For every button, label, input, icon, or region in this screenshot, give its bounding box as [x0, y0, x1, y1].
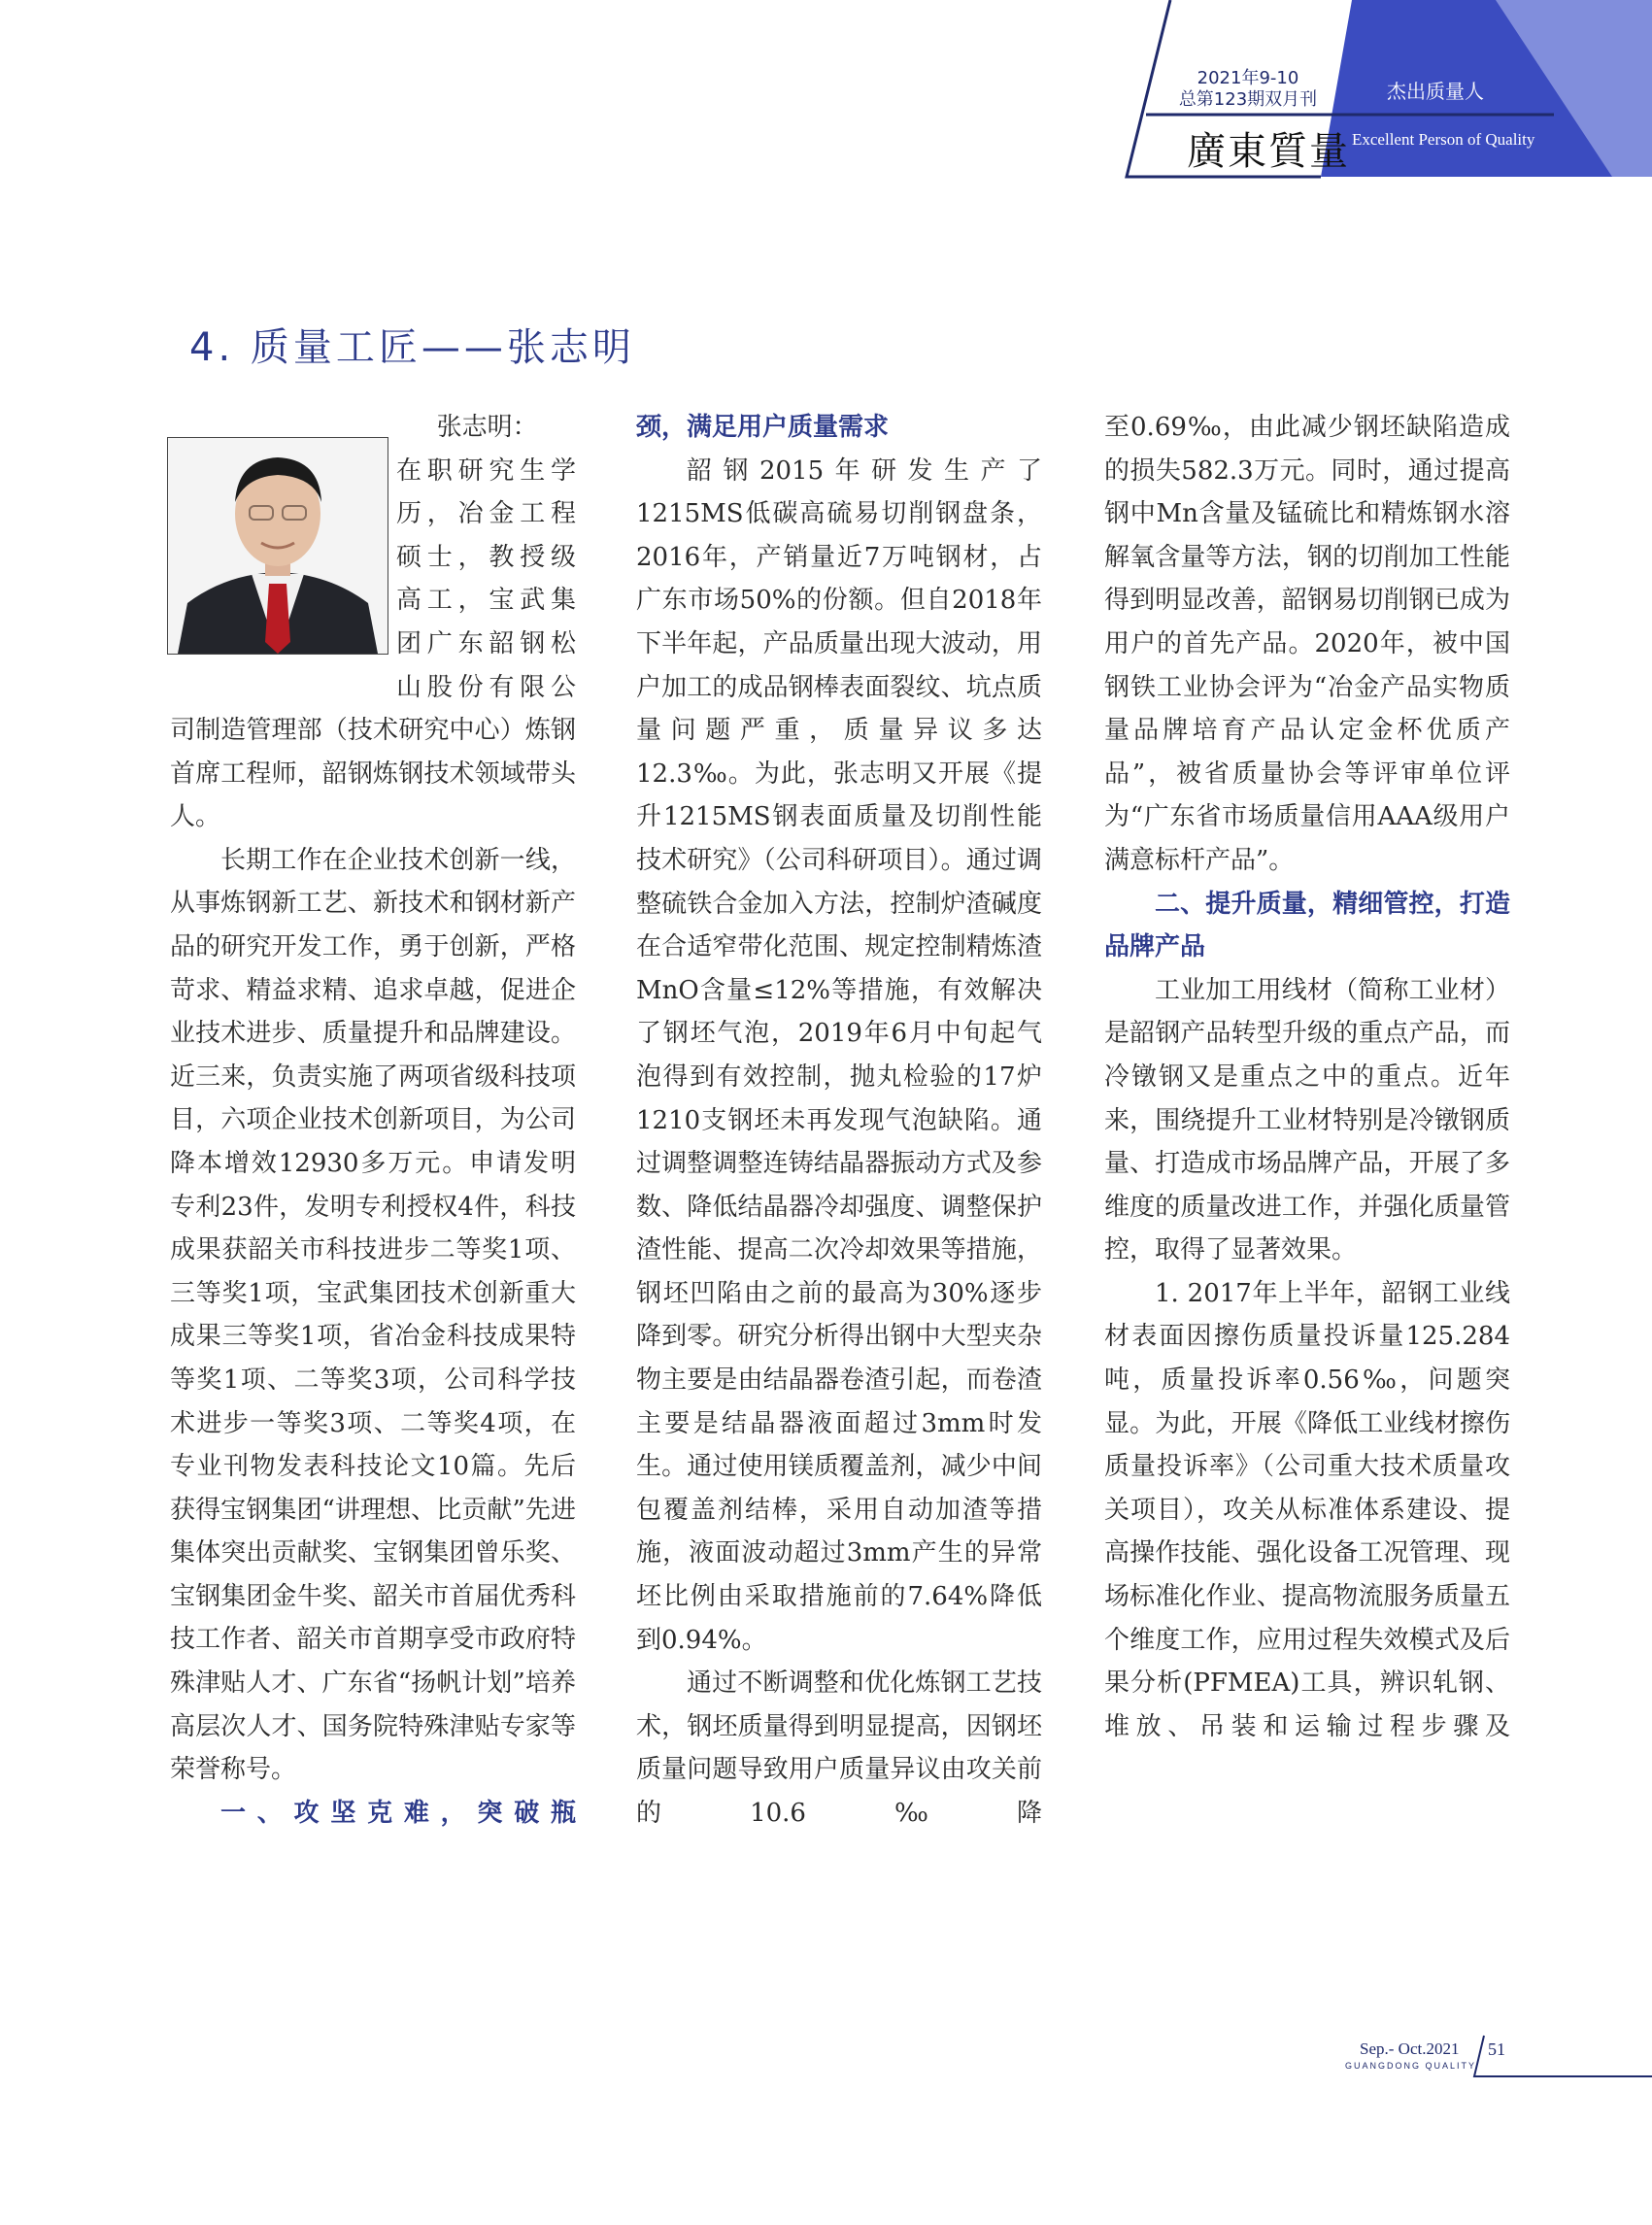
magazine-brand: 廣東質量 [1187, 129, 1350, 174]
column-2 [636, 406, 1042, 1836]
career-paragraph: 长期工作在企业技术创新一线，从事炼钢新工艺、新技术和钢材新产品的研究开发工作，勇于创新，严格苛求、精益求精、追求卓越，促进企业技术进步、质量提升和品牌建设。近三来，负责实施了两项省级科技项目，六项企业技术创新项目，为公司降本增效12930多万元。申请发明专利23件，发明专利授权4件，科技成果获韶关市科技进步二等奖1项、三等奖1项，宝武集团技术创新重大成果三等奖1项，省冶金科技成果特等奖1项、二等奖3项，公司科学技术进步一等奖3项、二等奖4项，在专业刊物发表科技论文10篇。先后获得宝钢集团“讲理想、比贡献”先进集体突出贡献奖、宝钢集团曾乐奖、宝钢集团金牛奖、韶关市首届优秀科技工作者、韶关市首期享受市政府特殊津贴人才、广东省“扬帆计划”培养高层次人才、国务院特殊津贴专家等荣誉称号。 [170, 845, 576, 1785]
footer-magazine-name: GUANGDONG QUALITY [1345, 2061, 1477, 2071]
section-heading-2: 二、提升质量，精细管控，打造品牌产品 [1104, 889, 1510, 962]
bio-line: 高工，宝武集 [396, 586, 576, 616]
issue-date: 2021年9-10 [1197, 68, 1299, 88]
measure-paragraph-1: 1. 2017年上半年，韶钢工业线材表面因擦伤质量投诉量125.284吨，质量投诉率0.56‰，问题突显。为此，开展《降低工业线材擦伤质量投诉率》（公司重大技术质量攻关项目），攻关从标准体系建设、提高操作技能、强化设备工况管理、现场标准化作业、提高物流服务质量五个维度工作，应用过程失效模式及后果分析(PFMEA)工具，辨识轧钢、堆放、吊装和运输过程步骤及 [1104, 1278, 1510, 1741]
bio-line: 在职研究生学 [396, 455, 576, 486]
issue-number: 总第123期双月刊 [1178, 89, 1318, 110]
result-paragraph: 通过不断调整和优化炼钢工艺技术，钢坯质量得到明显提高，因钢坯质量问题导致用户质量异议由攻关前的10.6‰降 [636, 1669, 1042, 1828]
portrait-illustration [168, 438, 388, 654]
footer-line-graphic [1457, 2028, 1652, 2086]
column-name-english: Excellent Person of Quality [1352, 130, 1535, 149]
bio-line: 山股份有限公 [396, 672, 576, 702]
column-name: 杰出质量人 [1387, 80, 1484, 103]
column-1-wrap-text [396, 406, 576, 709]
bio-line: 团广东韶钢松 [396, 628, 576, 658]
column-1 [170, 709, 576, 1835]
industrial-wire-paragraph: 工业加工用线材（简称工业材）是韶钢产品转型升级的重点产品，而冷镦钢又是重点之中的重点。近年来，围绕提升工业材特别是冷镦钢质量、打造成市场品牌产品，开展了多维度的质量改进工作，并强化质量管控，取得了显著效果。 [1104, 975, 1510, 1265]
result-paragraph-continued: 至0.69‰，由此减少钢坯缺陷造成的损失582.3万元。同时，通过提高钢中Mn含量及锰硫比和精炼钢水溶解氧含量等方法，钢的切削加工性能得到明显改善，韶钢易切削钢已成为用户的首先产品。2020年，被中国钢铁工业协会评为“冶金产品实物质量品牌培育产品认定金杯优质产品”，被省质量协会等评审单位评为“广东省市场质量信用AAA级用户满意标杆产品”。 [1104, 413, 1510, 875]
article-title: 4. 质量工匠——张志明 [189, 325, 635, 370]
name-label: 张志明： [436, 413, 538, 442]
research-paragraph: 韶钢2015年研发生产了1215MS低碳高硫易切削钢盘条，2016年，产销量近7万吨钢材，占广东市场50%的份额。但自2018年下半年起，产品质量出现大波动，用户加工的成品钢棒表面裂纹、坑点质量问题严重，质量异议多达12.3‰。为此，张志明又开展《提升1215MS钢表面质量及切削性能技术研究》（公司科研项目）。通过调整硫铁合金加入方法，控制炉渣碱度在合适窄带化范围、规定控制精炼渣MnO含量≤12%等措施，有效解决了钢坯气泡，2019年6月中旬起气泡得到有效控制，抛丸检验的17炉1210支钢坯未再发现气泡缺陷。通过调整调整连铸结晶器振动方式及参数、降低结晶器冷却强度、调整保护渣性能、提高二次冷却效果等措施，钢坯凹陷由之前的最高为30%逐步降到零。研究分析得出钢中大型夹杂物主要是由结晶器卷渣引起，而卷渣主要是结晶器液面超过3mm时发生。通过使用镁质覆盖剂，减少中间包覆盖剂结棒，采用自动加渣等措施，液面波动超过3mm产生的异常坯比例由采取措施前的7.64%降低到0.94%。 [636, 455, 1042, 1655]
portrait-photo [167, 437, 388, 655]
page-number: 51 [1488, 2040, 1505, 2059]
column-3 [1104, 406, 1510, 1748]
bio-line: 硕士，教授级 [396, 542, 576, 572]
section-heading-1-continued: 颈，满足用户质量需求 [636, 413, 890, 442]
bio-paragraph: 司制造管理部（技术研究中心）炼钢首席工程师，韶钢炼钢技术领域带头人。 [170, 716, 576, 832]
section-heading-1: 一、攻坚克难，突破瓶 [220, 1798, 576, 1828]
footer-date: Sep.- Oct.2021 [1360, 2040, 1460, 2058]
bio-line: 历，冶金工程 [396, 499, 576, 529]
issue-info [1165, 68, 1331, 111]
